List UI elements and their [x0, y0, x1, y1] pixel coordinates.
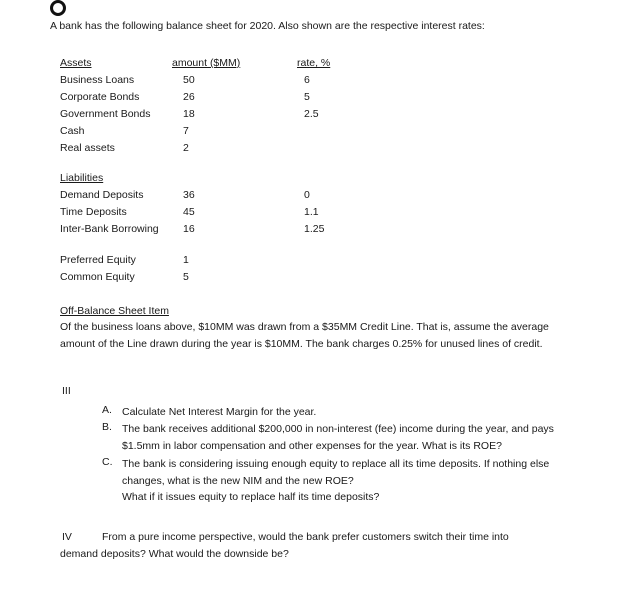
- liability-amount: 45: [183, 206, 195, 218]
- off-balance-text: Of the business loans above, $10MM was drawn from a $35MM Credit Line. That is, assume the average amount of the Line drawn during the year is $10MM. The bank charges 0.25% for unused lines of credit.: [60, 321, 549, 350]
- question-c: [102, 456, 572, 490]
- equity-name: Preferred Equity: [60, 254, 136, 266]
- circle-mark-icon: [50, 0, 66, 16]
- asset-name: Real assets: [60, 142, 115, 154]
- section-3-label: III: [62, 385, 71, 397]
- question-b: [102, 421, 572, 455]
- asset-amount: 26: [183, 91, 195, 103]
- intro-text: A bank has the following balance sheet for 2020. Also shown are the respective interest rates:: [50, 20, 485, 32]
- asset-rate: 2.5: [304, 108, 319, 120]
- question-letter: A.: [102, 404, 112, 416]
- asset-name: Cash: [60, 125, 85, 137]
- equity-amount: 1: [183, 254, 189, 266]
- off-balance-header: Off-Balance Sheet Item: [60, 305, 169, 317]
- liabilities-header: Liabilities: [60, 172, 104, 184]
- liability-amount: 36: [183, 189, 195, 201]
- liability-rate: 1.1: [304, 206, 319, 218]
- asset-rate: 5: [304, 91, 310, 103]
- asset-amount: 50: [183, 74, 195, 86]
- section-4-text: From a pure income perspective, would the bank prefer customers switch their time into: [102, 531, 509, 543]
- liability-name: Demand Deposits: [60, 189, 144, 201]
- question-text: Calculate Net Interest Margin for the year.: [122, 406, 317, 418]
- equity-name: Common Equity: [60, 271, 135, 283]
- asset-name: Corporate Bonds: [60, 91, 140, 103]
- section-4-label: IV: [62, 531, 72, 543]
- liability-amount: 16: [183, 223, 195, 235]
- asset-rate: 6: [304, 74, 310, 86]
- question-text: The bank is considering issuing enough equity to replace all its time deposits. If nothing else changes, what is the new NIM and the new ROE?: [122, 458, 550, 487]
- question-text: The bank receives additional $200,000 in non-interest (fee) income during the year, and pays $1.5mm in labor compensation and other expenses for the year. What is its ROE?: [122, 423, 554, 452]
- liability-rate: 0: [304, 189, 310, 201]
- rate-header: rate, %: [297, 57, 331, 69]
- section-4-text-continued: demand deposits? What would the downside be?: [60, 548, 289, 560]
- question-c-extra: What if it issues equity to replace half its time deposits?: [122, 491, 380, 503]
- liability-name: Time Deposits: [60, 206, 127, 218]
- assets-header: Assets: [60, 57, 92, 69]
- asset-amount: 18: [183, 108, 195, 120]
- question-letter: B.: [102, 421, 112, 433]
- asset-name: Business Loans: [60, 74, 135, 86]
- question-a: [102, 404, 572, 421]
- asset-amount: 7: [183, 125, 189, 137]
- question-letter: C.: [102, 456, 113, 468]
- liability-rate: 1.25: [304, 223, 325, 235]
- asset-amount: 2: [183, 142, 189, 154]
- amount-header: amount ($MM): [172, 57, 241, 69]
- liability-name: Inter-Bank Borrowing: [60, 223, 159, 235]
- asset-name: Government Bonds: [60, 108, 151, 120]
- equity-amount: 5: [183, 271, 189, 283]
